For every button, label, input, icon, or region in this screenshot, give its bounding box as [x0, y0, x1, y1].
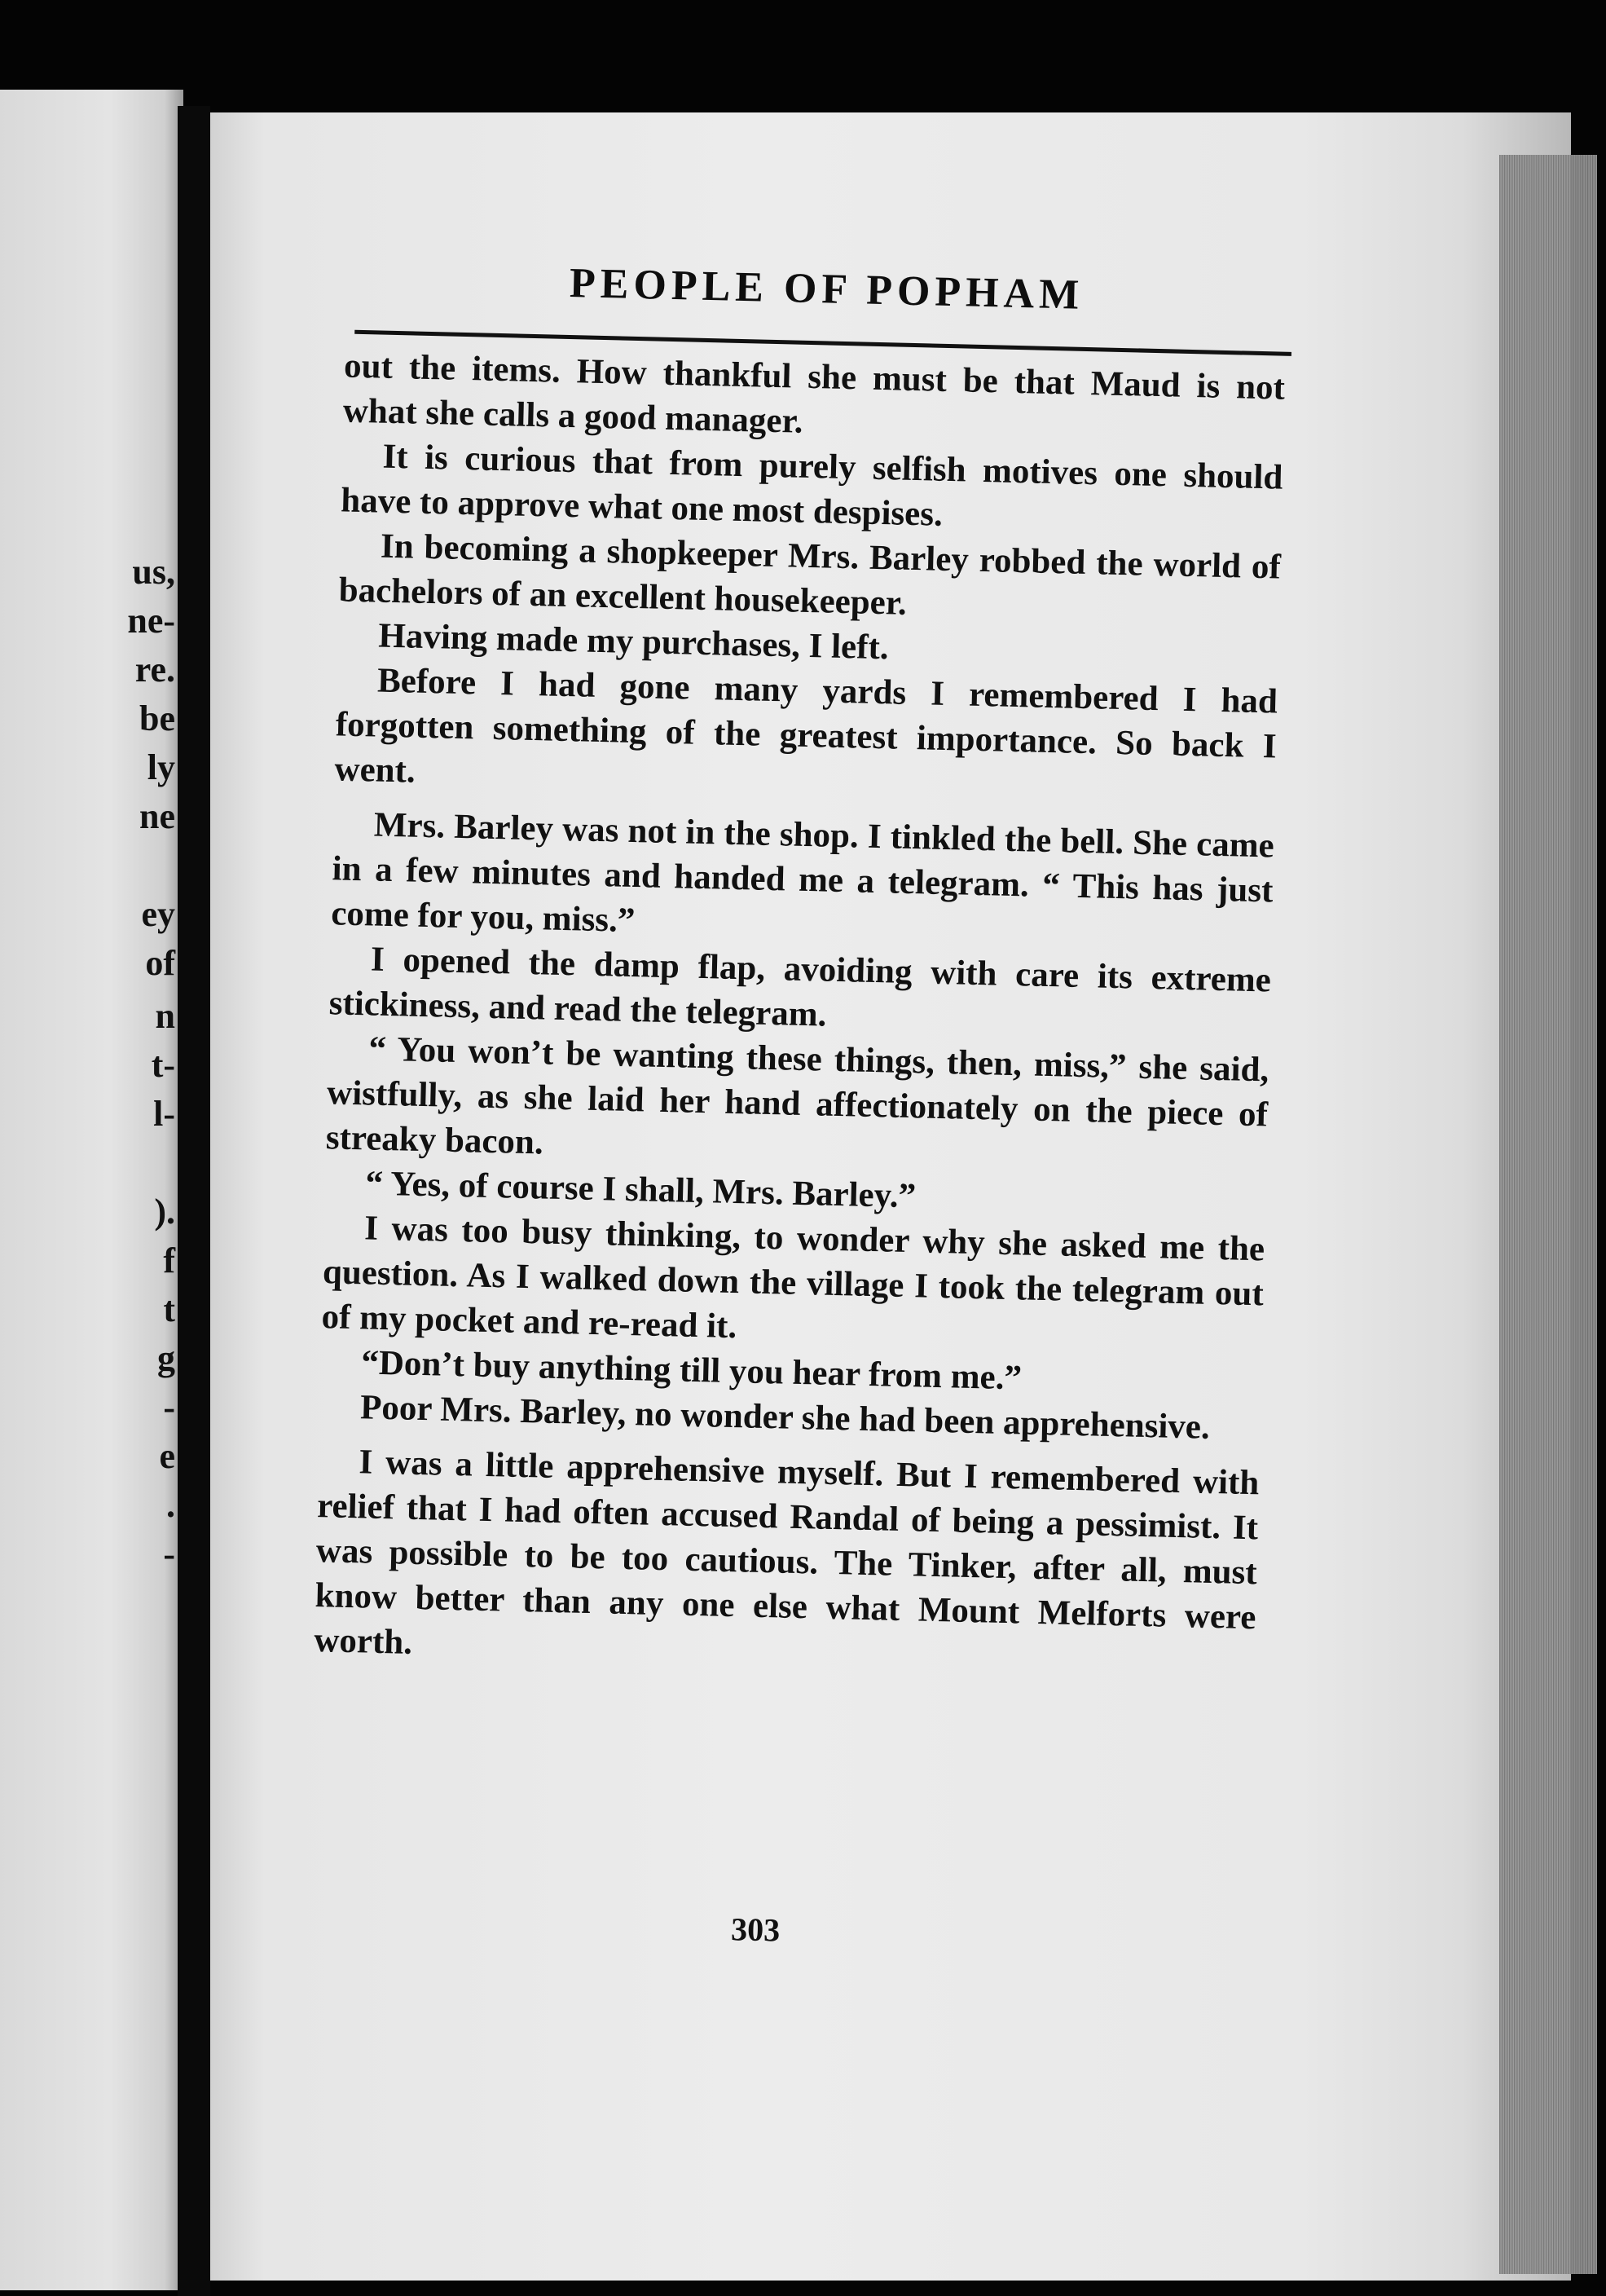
left-fragment: t- [151, 1045, 175, 1085]
paragraph: Poor Mrs. Barley, no wonder she had been apprehensive. [359, 1388, 1211, 1447]
paragraph: It is curious that from purely selfish motives one should have to approve what one most despises. [340, 437, 1283, 534]
left-fragment: ne [139, 796, 175, 836]
left-fragment: ). [154, 1192, 175, 1232]
left-fragment: - [163, 1387, 175, 1427]
paragraph: Before I had gone many yards I remembered I had forgotten something of the greatest importance. So back I went. [334, 661, 1278, 791]
left-fragment: re. [134, 650, 175, 690]
left-fragment: f [163, 1241, 175, 1280]
paragraph: I was too busy thinking, to wonder why she asked me the question. As I walked down the village I took the telegram out of my pocket and re-read it. [321, 1209, 1265, 1346]
paragraph: Having made my purchases, I left. [377, 616, 890, 668]
left-fragment: ne- [127, 601, 175, 641]
page-number: 303 [730, 1910, 781, 1949]
paragraph: “Don’t buy anything till you hear from me.” [360, 1343, 1023, 1398]
left-fragment: e [159, 1436, 175, 1476]
left-fragment: t [163, 1289, 175, 1329]
left-fragment: ly [147, 747, 175, 787]
left-fragment: . [166, 1485, 175, 1525]
left-fragment: of [145, 943, 175, 983]
paragraph: I was a little apprehensive myself. But I remembered with relief that I had often accused Randal of being a pessimist. It was possible to be too cautious. The Tinker, after all, must know better than any one else what Mount Melforts were worth. [313, 1443, 1260, 1662]
running-head: PEOPLE OF POPHAM [569, 259, 1085, 319]
left-fragment: n [155, 996, 175, 1036]
left-fragment: ey [141, 894, 175, 934]
paragraph: “ You won’t be wanting these things, then, miss,” she said, wistfully, as she laid her hand affectionately on the piece of streaky bacon. [325, 1029, 1269, 1162]
left-fragment: l- [153, 1094, 175, 1134]
paragraph: Mrs. Barley was not in the shop. I tinkled the bell. She came in a few minutes and handed me a telegram. “ This has just come for you, miss.” [330, 805, 1275, 941]
left-fragment: g [157, 1338, 175, 1378]
body-text [314, 343, 1286, 1685]
left-fragment: us, [132, 552, 175, 592]
paragraph: “ Yes, of course I shall, Mrs. Barley.” [365, 1164, 917, 1216]
paragraph: In becoming a shopkeeper Mrs. Barley robbed the world of bachelors of an excellent housekeeper. [338, 527, 1282, 623]
paragraph: I opened the damp flap, avoiding with care its extreme stickiness, and read the telegram. [328, 940, 1272, 1034]
left-fragment: be [139, 698, 175, 738]
paragraph: out the items. How thankful she must be that Maud is not what she calls a good manager. [342, 346, 1286, 441]
left-fragment: - [163, 1534, 175, 1574]
